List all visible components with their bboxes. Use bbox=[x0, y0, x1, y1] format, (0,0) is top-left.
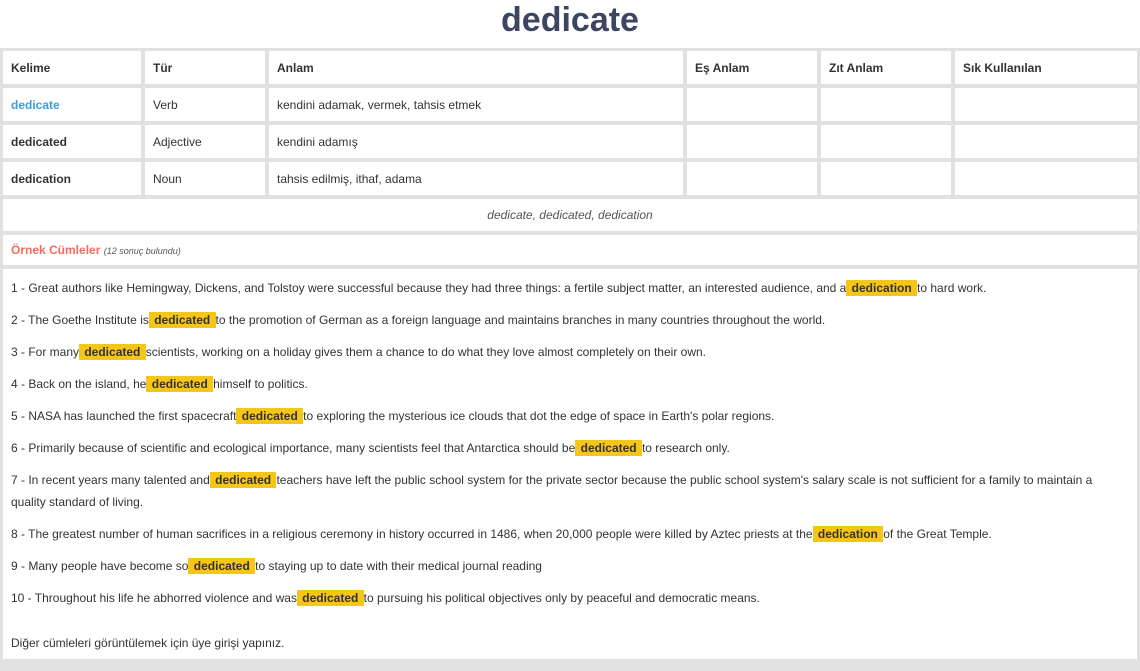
sentence-text: 9 - Many people have become so bbox=[11, 559, 189, 573]
sentence-text: himself to politics. bbox=[213, 377, 308, 391]
word-antonym bbox=[821, 162, 951, 195]
header-word: Kelime bbox=[3, 51, 141, 84]
highlighted-word: dedicated bbox=[190, 559, 254, 573]
sentence-text: 3 - For many bbox=[11, 345, 80, 359]
word-frequent bbox=[955, 125, 1137, 158]
sentence-text: 7 - In recent years many talented and bbox=[11, 473, 210, 487]
table-row bbox=[3, 162, 1137, 195]
login-prompt bbox=[11, 633, 1129, 653]
sentence-text: to exploring the mysterious ice clouds that dot the edge of space in Earth's polar regions. bbox=[303, 409, 775, 423]
sentence-text: 2 - The Goethe Institute is bbox=[11, 313, 149, 327]
word-meaning: kendini adamış bbox=[269, 125, 683, 158]
login-link[interactable]: üye girişi bbox=[191, 636, 240, 650]
sentence-text: scientists, working on a holiday gives them a chance to do what they love almost completely on their own. bbox=[145, 345, 706, 359]
sentence-text: to pursuing his political objectives only by peaceful and democratic means. bbox=[363, 591, 760, 605]
login-prompt-text: yapınız. bbox=[239, 636, 285, 650]
table-header-row bbox=[3, 51, 1137, 84]
header-antonym: Zıt Anlam bbox=[821, 51, 951, 84]
word-synonym bbox=[687, 125, 817, 158]
highlighted-word: dedication bbox=[848, 281, 916, 295]
sentence-text: 4 - Back on the island, he bbox=[11, 377, 147, 391]
examples-list bbox=[3, 269, 1137, 659]
word-type: Adjective bbox=[145, 125, 265, 158]
sentence-text: to research only. bbox=[641, 441, 730, 455]
word-type: Noun bbox=[145, 162, 265, 195]
sentence-text: of the Great Temple. bbox=[883, 527, 992, 541]
word-name: dedication bbox=[3, 162, 141, 195]
example-sentence bbox=[11, 373, 1129, 395]
examples-count: (12 sonuç bulundu) bbox=[103, 246, 181, 256]
examples-header bbox=[3, 235, 1137, 265]
table-row bbox=[3, 125, 1137, 158]
highlighted-word: dedication bbox=[814, 527, 882, 541]
highlighted-word: dedicated bbox=[148, 377, 212, 391]
word-table bbox=[0, 47, 1140, 199]
header-frequent: Sık Kullanılan bbox=[955, 51, 1137, 84]
example-sentence bbox=[11, 309, 1129, 331]
example-sentence bbox=[11, 437, 1129, 459]
word-frequent bbox=[955, 88, 1137, 121]
word-frequent bbox=[955, 162, 1137, 195]
word-synonym bbox=[687, 88, 817, 121]
word-type: Verb bbox=[145, 88, 265, 121]
word-name: dedicated bbox=[3, 125, 141, 158]
word-meaning: kendini adamak, vermek, tahsis etmek bbox=[269, 88, 683, 121]
example-sentence bbox=[11, 587, 1129, 609]
word-synonym bbox=[687, 162, 817, 195]
header-type: Tür bbox=[145, 51, 265, 84]
example-sentence bbox=[11, 555, 1129, 577]
highlighted-word: dedicated bbox=[211, 473, 275, 487]
sentence-text: 10 - Throughout his life he abhorred violence and was bbox=[11, 591, 297, 605]
word-antonym bbox=[821, 88, 951, 121]
example-sentence bbox=[11, 405, 1129, 427]
highlighted-word: dedicated bbox=[298, 591, 362, 605]
word-forms: dedicate, dedicated, dedication bbox=[3, 199, 1137, 231]
sentence-text: 6 - Primarily because of scientific and ecological importance, many scientists feel that Antarctica should be bbox=[11, 441, 576, 455]
example-sentence bbox=[11, 523, 1129, 545]
word-link[interactable]: dedicate bbox=[3, 88, 141, 121]
word-antonym bbox=[821, 125, 951, 158]
table-row bbox=[3, 88, 1137, 121]
word-meaning: tahsis edilmiş, ithaf, adama bbox=[269, 162, 683, 195]
sentence-text: 1 - Great authors like Hemingway, Dickens, and Tolstoy were successful because they had three things: a fertile subject matter, an interested audience, and a bbox=[11, 281, 847, 295]
sentence-text: to staying up to date with their medical journal reading bbox=[255, 559, 542, 573]
content-frame bbox=[0, 48, 1140, 671]
sentence-text: teachers have left the public school system for the private sector because the public school system's salary scale is not sufficient for a family to maintain a quality standard of living. bbox=[11, 473, 1093, 509]
example-sentence bbox=[11, 277, 1129, 299]
header-meaning: Anlam bbox=[269, 51, 683, 84]
highlighted-word: dedicated bbox=[577, 441, 640, 455]
highlighted-word: dedicated bbox=[150, 313, 214, 327]
example-sentence bbox=[11, 341, 1129, 363]
example-sentence bbox=[11, 469, 1129, 513]
sentence-text: to hard work. bbox=[917, 281, 987, 295]
examples-title: Örnek Cümleler bbox=[11, 243, 101, 257]
sentence-text: 5 - NASA has launched the first spacecraft bbox=[11, 409, 237, 423]
login-prompt-text: Diğer cümleleri görüntülemek için bbox=[11, 636, 192, 650]
page-title: dedicate bbox=[501, 1, 639, 39]
sentence-text: to the promotion of German as a foreign language and maintains branches in many countries throughout the world. bbox=[215, 313, 826, 327]
highlighted-word: dedicated bbox=[81, 345, 144, 359]
highlighted-word: dedicated bbox=[238, 409, 302, 423]
header-synonym: Eş Anlam bbox=[687, 51, 817, 84]
sentence-text: 8 - The greatest number of human sacrifices in a religious ceremony in history occurred in 1486, when 20,000 people were killed by Aztec priests at the bbox=[11, 527, 813, 541]
